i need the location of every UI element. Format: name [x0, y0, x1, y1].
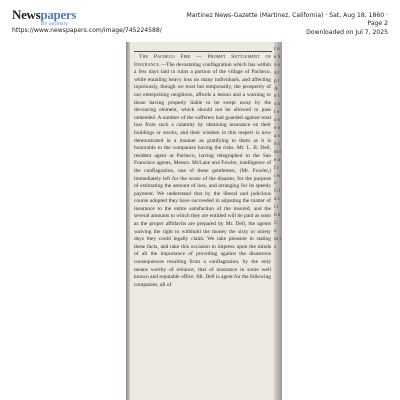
article-body [134, 54, 271, 289]
article-headline: The Pacheco Fire — Prompt Settlement of Insurance. [134, 54, 271, 68]
column-top-rule [134, 51, 272, 52]
adjacent-column-fragments: r n e S o s d r p t A e i s n l o n s e o a s h c m t e a f r i w o G l a c t i h e C o m i s [274, 46, 281, 250]
logo-accent: papers [40, 7, 77, 22]
publication-meta [178, 12, 388, 37]
logo-wordmark: Newspapers [12, 7, 77, 22]
clipping-left-edge [126, 42, 130, 400]
image-url[interactable]: https://www.newspapers.com/image/745224588/ [12, 27, 162, 34]
publication-info: Martinez News-Gazette (Martinez, California) · Sat, Aug 18, 1860 · Page 2 [186, 12, 388, 28]
logo-byline: BY ancestry [41, 21, 68, 26]
article-paragraph [134, 54, 271, 289]
article-text: —The devastating conflagration which has within a few days laid in ruins a portion of the village of Pacheco, while entailing heavy loss on many individuals, and affecting injuriously, though we trust but temporarily, the prosperity of our enterprising neighbors, affords a lesson and a warning to those having property liable to be swept away by the devouring element, which should not be allowed to pass unheeded. A number of the sufferers had guarded against total loss from such a calamity by obtaining insurance on their buildings or stocks, and their wisdom in this respect is now demonstrated in a manner as gratifying to them as it is honorable to the companies having the risks. Mr. L. B. Dell, resident agent at Pacheco, having telegraphed to the San Francisco agents, Messrs. McLane and Fowler, intelligence of the conflagration, one of these gentlemen, (Mr. Fowler,) immediately left for the scene of the disaster, for the purpose of estimating the amount of loss, and arranging for its speedy payment. We understand that by the liberal and judicious course adopted they have succeeded in adjusting the matter of insurance to the entire satisfaction of the insured, and the several amounts to which they are entitled will be paid as soon as the proper affidavits are prepared by Mr. Dell, the agents waiving the right to withhold the money the sixty or ninety days they could legally claim. We take pleasure in stating these facts, and take this occasion to impress upon the minds of all the importance of providing against the disastrous consequences resulting from a conflagration, by the only means worthy of reliance, that of insurance in some well known and reputable office. Mr. Dell is agent for the following companies, all of [134, 61, 272, 288]
newspapers-logo[interactable] [12, 7, 77, 26]
newspaper-clipping [126, 42, 282, 400]
download-date: Downloaded on Jul 7, 2025 [306, 28, 388, 36]
